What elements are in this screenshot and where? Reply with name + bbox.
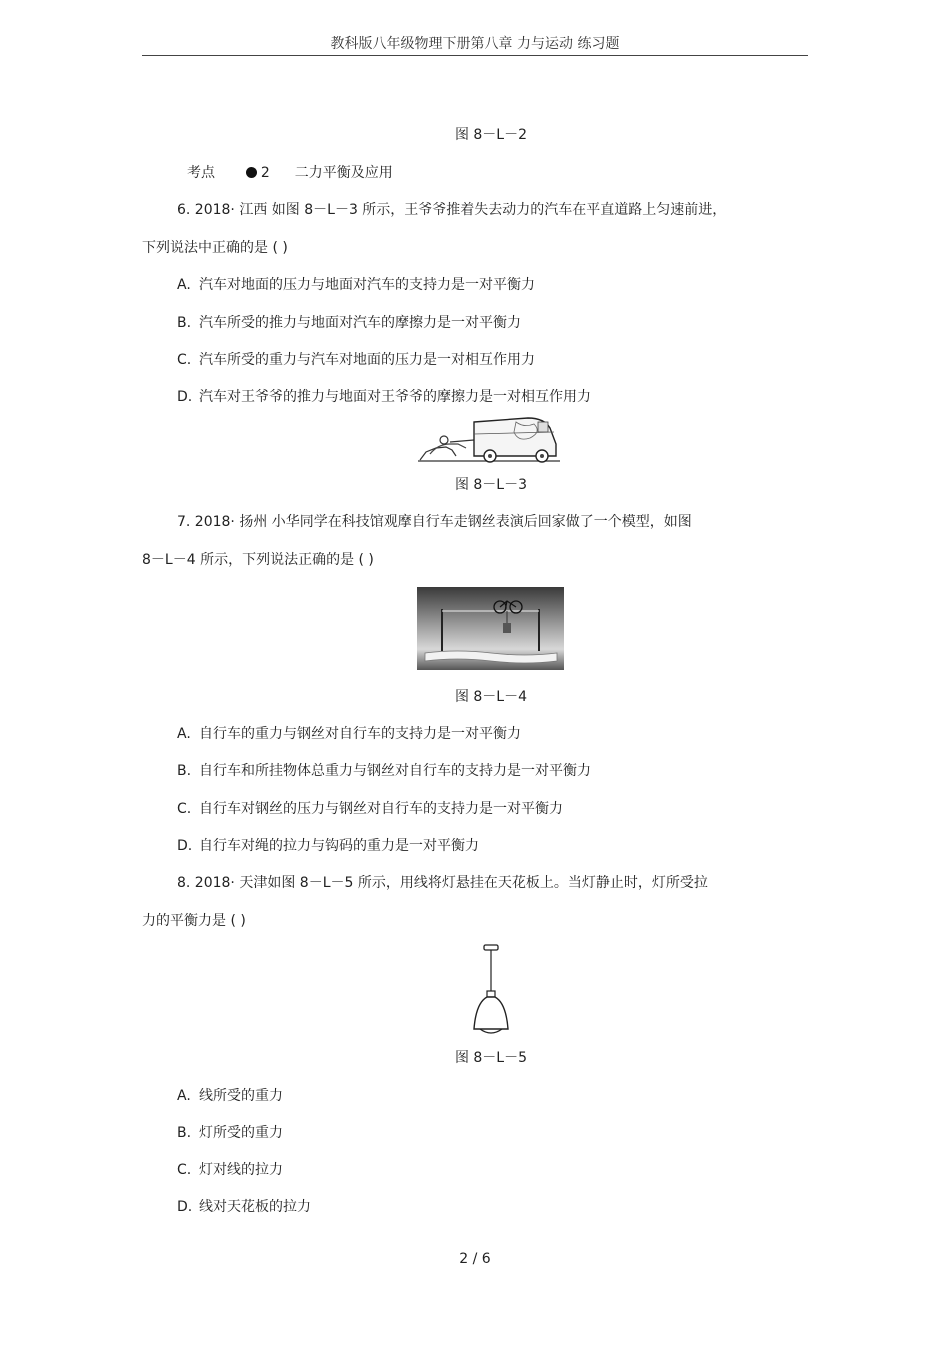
option-letter: C. <box>177 352 192 368</box>
figure-4-caption: 图 8－L－4 <box>454 689 528 705</box>
option-text: 灯对线的拉力 <box>199 1162 283 1178</box>
option-text: 线对天花板的拉力 <box>199 1199 311 1215</box>
figure-5-hanging-lamp <box>468 941 514 1037</box>
figure-5-caption: 图 8－L－5 <box>454 1050 528 1066</box>
section-heading <box>187 164 393 182</box>
section-title: 二力平衡及应用 <box>294 165 393 181</box>
option-text: 汽车对地面的压力与地面对汽车的支持力是一对平衡力 <box>199 277 535 293</box>
q6-option-d[interactable] <box>177 388 591 406</box>
option-text: 汽车对王爷爷的推力与地面对王爷爷的摩擦力是一对相互作用力 <box>199 389 591 405</box>
q6-stem-line2: 下列说法中正确的是 ( ) <box>142 240 288 256</box>
q6-option-b[interactable] <box>177 314 521 332</box>
section-number: 2 <box>260 165 270 181</box>
q7-stem-line2: 8－L－4 所示，下列说法正确的是 ( ) <box>142 552 374 568</box>
option-letter: A. <box>177 726 191 742</box>
figure-3-car-push-illustration <box>416 414 562 464</box>
figure-3-caption: 图 8－L－3 <box>454 477 528 493</box>
option-text: 自行车和所挂物体总重力与钢丝对自行车的支持力是一对平衡力 <box>199 763 591 779</box>
q6-stem-line1: 6. 2018· 江西 如图 8－L－3 所示，王爷爷推着失去动力的汽车在平直道路上匀速前进， <box>177 202 727 218</box>
option-letter: A. <box>177 277 191 293</box>
option-letter: B. <box>177 1125 192 1141</box>
figure-2-caption: 图 8－L－2 <box>454 127 528 143</box>
option-letter: D. <box>177 389 193 405</box>
option-letter: B. <box>177 763 192 779</box>
page-header-title: 教科版八年级物理下册第八章 力与运动 练习题 <box>330 36 620 52</box>
q8-option-c[interactable] <box>177 1161 283 1179</box>
figure-4-bicycle-wire-photo <box>417 587 564 670</box>
q7-stem-line1: 7. 2018· 扬州 小华同学在科技馆观摩自行车走钢丝表演后回家做了一个模型，如图 <box>177 514 692 530</box>
q6-option-c[interactable] <box>177 351 535 369</box>
q7-option-d[interactable] <box>177 837 479 855</box>
q7-option-c[interactable] <box>177 800 563 818</box>
option-text: 灯所受的重力 <box>199 1125 283 1141</box>
option-letter: B. <box>177 315 192 331</box>
option-letter: A. <box>177 1088 191 1104</box>
q8-stem-line1: 8. 2018· 天津如图 8－L－5 所示，用线将灯悬挂在天花板上。当灯静止时，灯所受拉 <box>177 875 708 891</box>
option-text: 汽车所受的重力与汽车对地面的压力是一对相互作用力 <box>199 352 535 368</box>
option-letter: D. <box>177 838 193 854</box>
option-text: 自行车对绳的拉力与钩码的重力是一对平衡力 <box>199 838 479 854</box>
q8-option-d[interactable] <box>177 1198 311 1216</box>
section-label: 考点 <box>187 165 215 181</box>
option-letter: D. <box>177 1199 193 1215</box>
page-number: 2 / 6 <box>459 1251 491 1267</box>
q6-option-a[interactable] <box>177 276 535 294</box>
option-text: 线所受的重力 <box>199 1088 283 1104</box>
bullet-icon <box>246 167 257 178</box>
q8-option-a[interactable] <box>177 1087 283 1105</box>
option-letter: C. <box>177 1162 192 1178</box>
option-text: 汽车所受的推力与地面对汽车的摩擦力是一对平衡力 <box>199 315 521 331</box>
header-divider <box>142 55 808 56</box>
q8-option-b[interactable] <box>177 1124 283 1142</box>
q7-option-b[interactable] <box>177 762 591 780</box>
option-letter: C. <box>177 801 192 817</box>
q7-option-a[interactable] <box>177 725 521 743</box>
option-text: 自行车对钢丝的压力与钢丝对自行车的支持力是一对平衡力 <box>199 801 563 817</box>
q8-stem-line2: 力的平衡力是 ( ) <box>142 913 246 929</box>
option-text: 自行车的重力与钢丝对自行车的支持力是一对平衡力 <box>199 726 521 742</box>
